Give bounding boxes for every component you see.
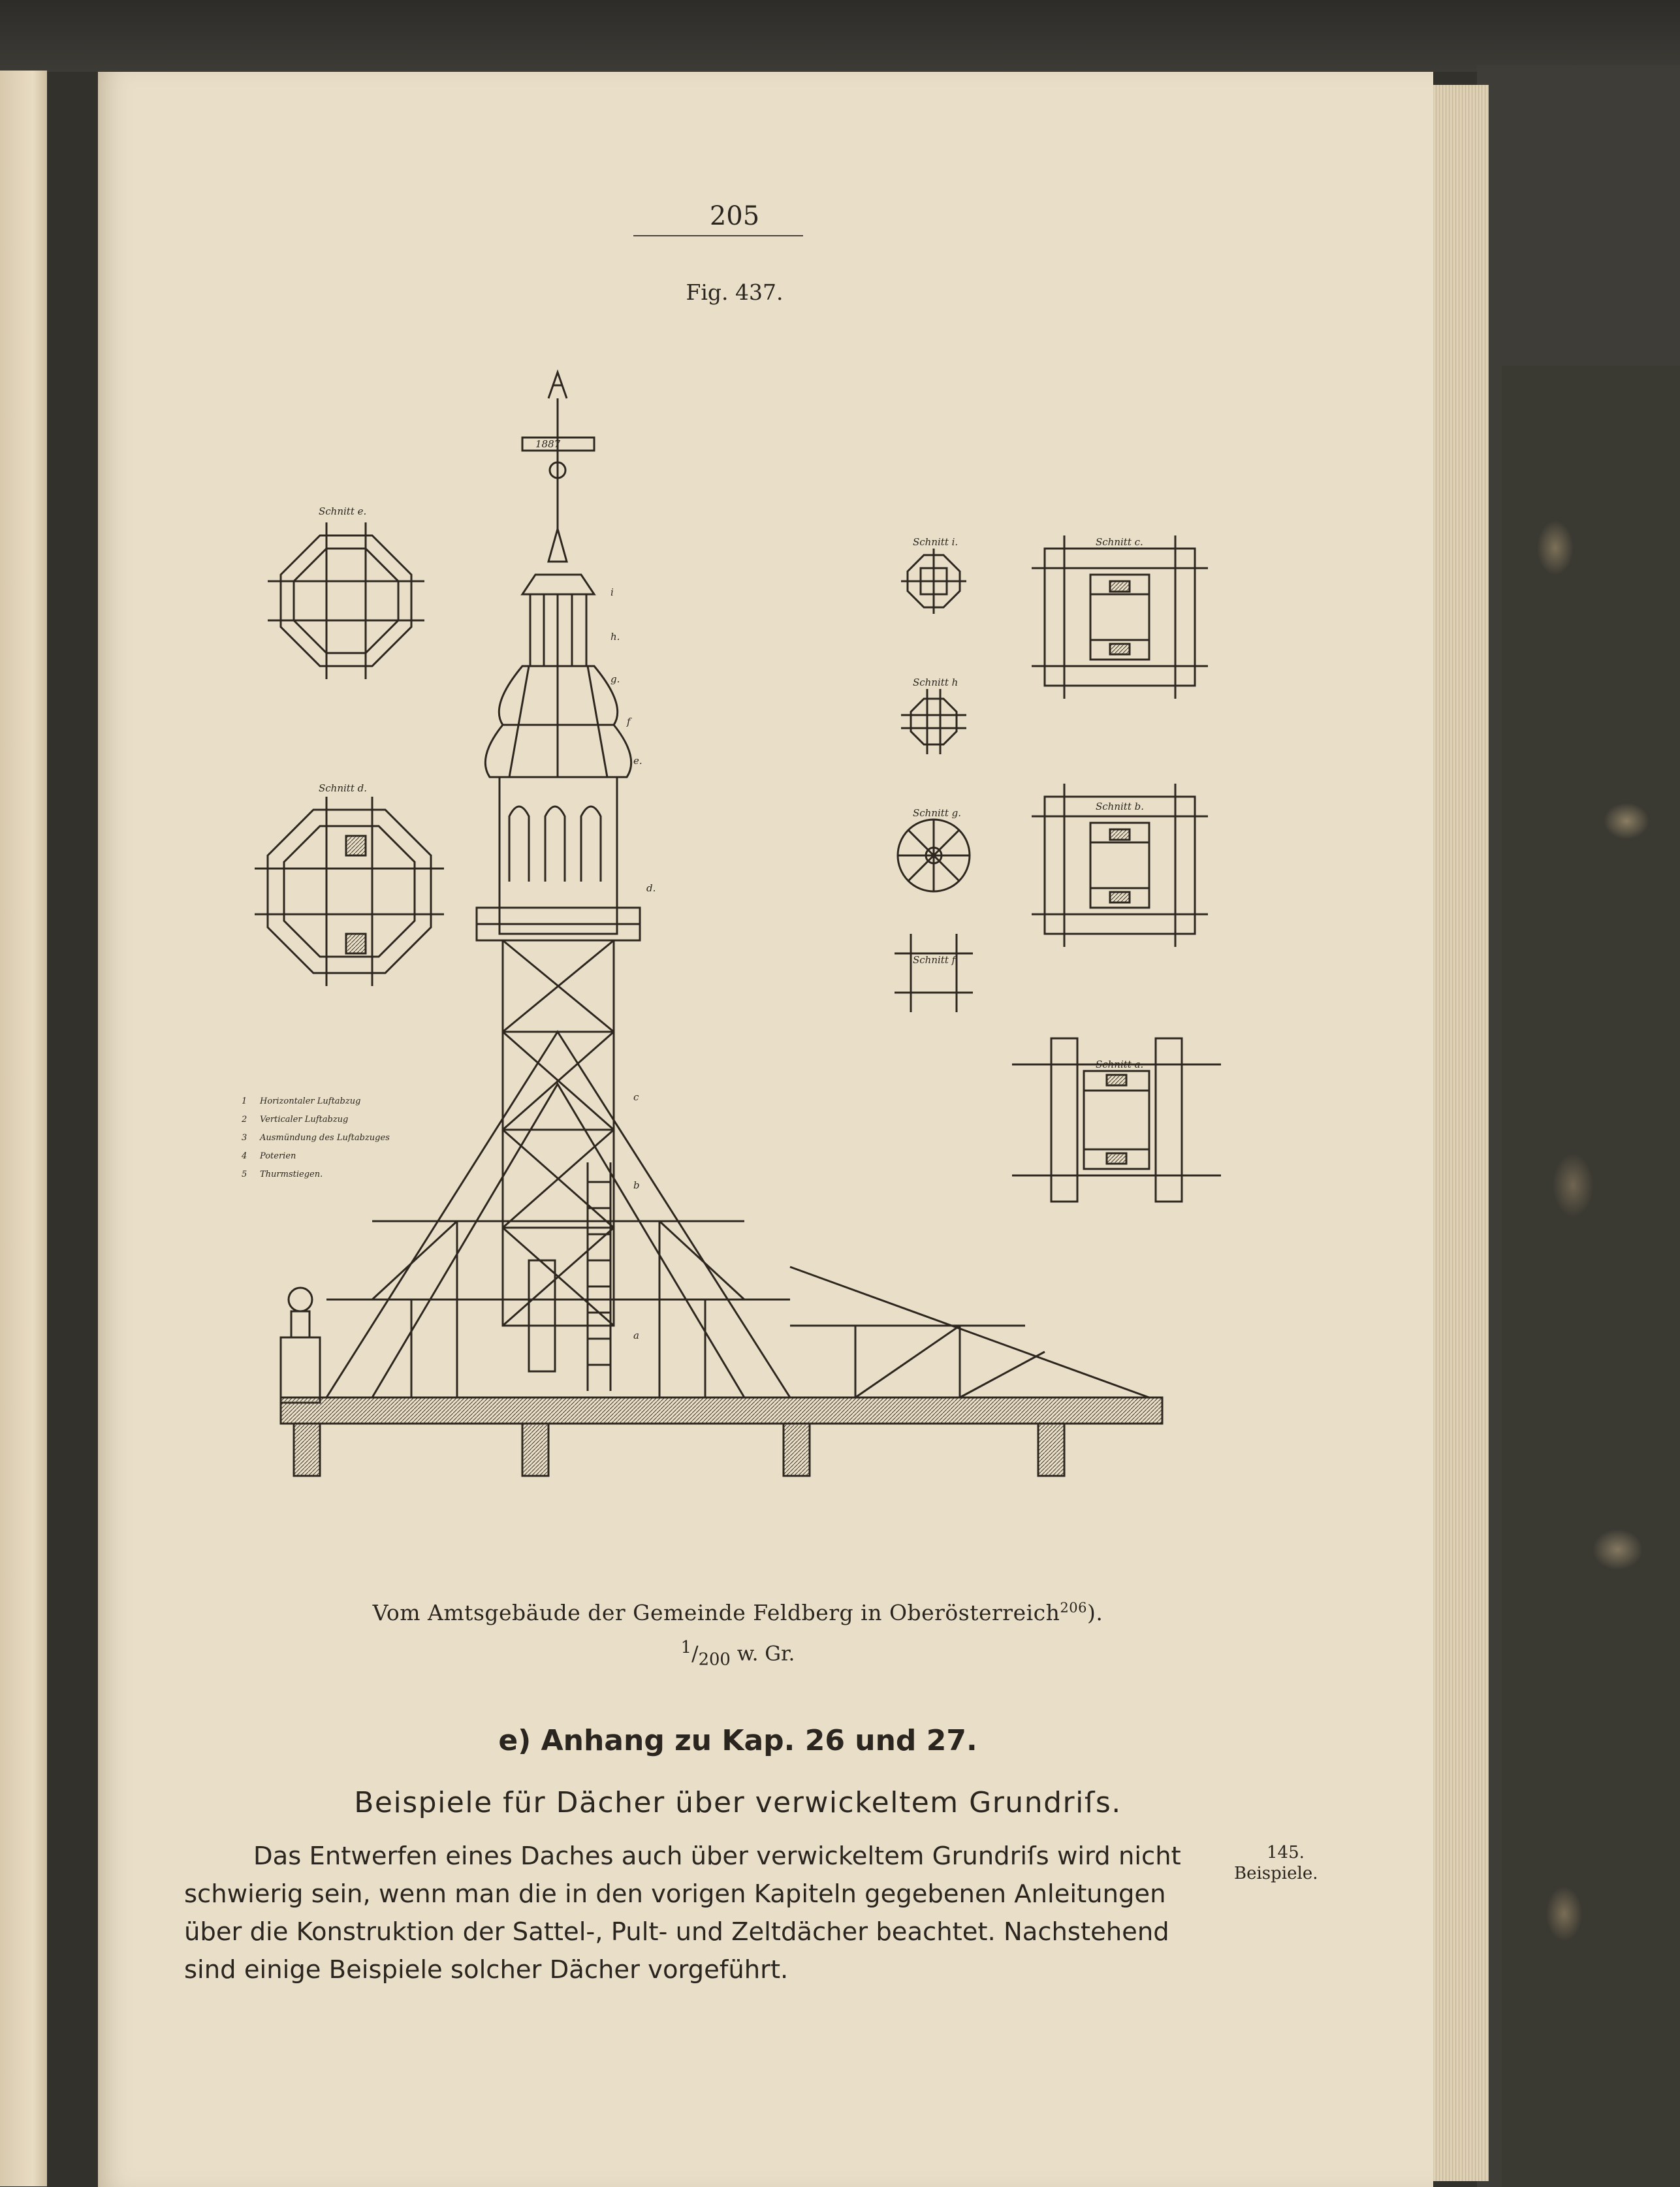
page-edges <box>1430 85 1489 2181</box>
section-heading: e) Anhang zu Kap. 26 und 27. <box>498 1724 977 1757</box>
label-schnitt-e: Schnitt e. <box>319 505 367 517</box>
plan-schnitt-g <box>898 820 970 891</box>
scale-denominator: 200 <box>698 1650 731 1670</box>
cut-letter-b: b <box>633 1179 640 1191</box>
legend-text: Horizontaler Luftabzug <box>260 1096 361 1106</box>
tower-elevation <box>281 372 1162 1476</box>
book-cover-top <box>0 0 1680 72</box>
legend-num: 5 <box>242 1170 247 1179</box>
plan-schnitt-h <box>901 689 966 754</box>
legend-text: Verticaler Luftabzug <box>260 1115 349 1125</box>
body-line: Das Entwerfen eines Daches auch über verwickeltem Grundriſs wird nicht <box>253 1842 1181 1871</box>
vane-year: 1887 <box>535 438 561 450</box>
scale-numerator: 1 <box>680 1638 692 1657</box>
body-line: über die Konstruktion der Sattel-, Pult- und Zeltdächer beachtet. Nachstehend <box>184 1917 1169 1947</box>
margin-note-word: Beispiele. <box>1234 1864 1318 1883</box>
figure-scale: $^1/_{200}$ w. Gr. <box>680 1638 795 1670</box>
page-number-rule <box>633 235 803 236</box>
caption-footnote: 206 <box>1060 1600 1087 1616</box>
legend-num: 3 <box>242 1133 247 1143</box>
scale-unit: w. Gr. <box>730 1642 795 1666</box>
label-schnitt-d: Schnitt d. <box>319 782 367 794</box>
label-schnitt-f: Schnitt f. <box>913 954 959 966</box>
plan-schnitt-f <box>895 934 973 1012</box>
body-line: sind einige Beispiele solcher Dächer vorgeführt. <box>184 1955 789 1985</box>
legend-num: 4 <box>242 1151 247 1161</box>
label-schnitt-h: Schnitt h <box>913 677 959 688</box>
margin-note-number: 145. <box>1267 1843 1305 1862</box>
cut-letter-d: d. <box>646 882 656 894</box>
book-page <box>98 72 1433 2187</box>
figure-caption <box>313 1600 1162 1625</box>
legend-text: Poterien <box>260 1151 296 1161</box>
label-schnitt-c: Schnitt c. <box>1096 536 1143 548</box>
plan-schnitt-i <box>901 549 966 614</box>
legend-text: Thurmstiegen. <box>260 1170 323 1179</box>
label-schnitt-a: Schnitt a. <box>1096 1059 1144 1070</box>
cut-letter-g: g. <box>610 673 620 685</box>
caption-text: Vom Amtsgebäude der Gemeinde Feldberg in Oberösterreich <box>372 1600 1060 1625</box>
left-page-edge <box>0 71 47 2186</box>
label-schnitt-i: Schnitt i. <box>913 536 959 548</box>
cut-letter-f: f <box>627 716 631 727</box>
architectural-drawing <box>242 359 1293 1587</box>
body-line: schwierig sein, wenn man die in den vorigen Kapiteln gegebenen Anleitungen <box>184 1879 1166 1909</box>
page-number: 205 <box>709 201 760 231</box>
cut-letter-a: a <box>633 1330 639 1341</box>
legend-num: 2 <box>242 1115 247 1125</box>
caption-closing: ). <box>1087 1600 1103 1625</box>
plan-schnitt-e <box>268 522 424 679</box>
cut-letter-e: e. <box>633 755 642 767</box>
label-schnitt-b: Schnitt b. <box>1096 801 1144 812</box>
plan-schnitt-d <box>255 797 444 986</box>
cut-letter-i: i <box>610 586 614 598</box>
marbled-endpaper <box>1502 366 1680 2187</box>
figure-legend <box>242 1096 390 1179</box>
legend-text: Ausmündung des Luftabzuges <box>260 1133 390 1143</box>
figure-label: Fig. 437. <box>686 279 784 305</box>
cut-letter-c: c <box>633 1091 639 1103</box>
cut-letter-h: h. <box>610 631 620 643</box>
label-schnitt-g: Schnitt g. <box>913 807 961 819</box>
legend-num: 1 <box>242 1096 247 1106</box>
plan-schnitt-c <box>1032 535 1208 699</box>
section-title: Beispiele für Dächer über verwickeltem Grundriſs. <box>354 1786 1122 1819</box>
